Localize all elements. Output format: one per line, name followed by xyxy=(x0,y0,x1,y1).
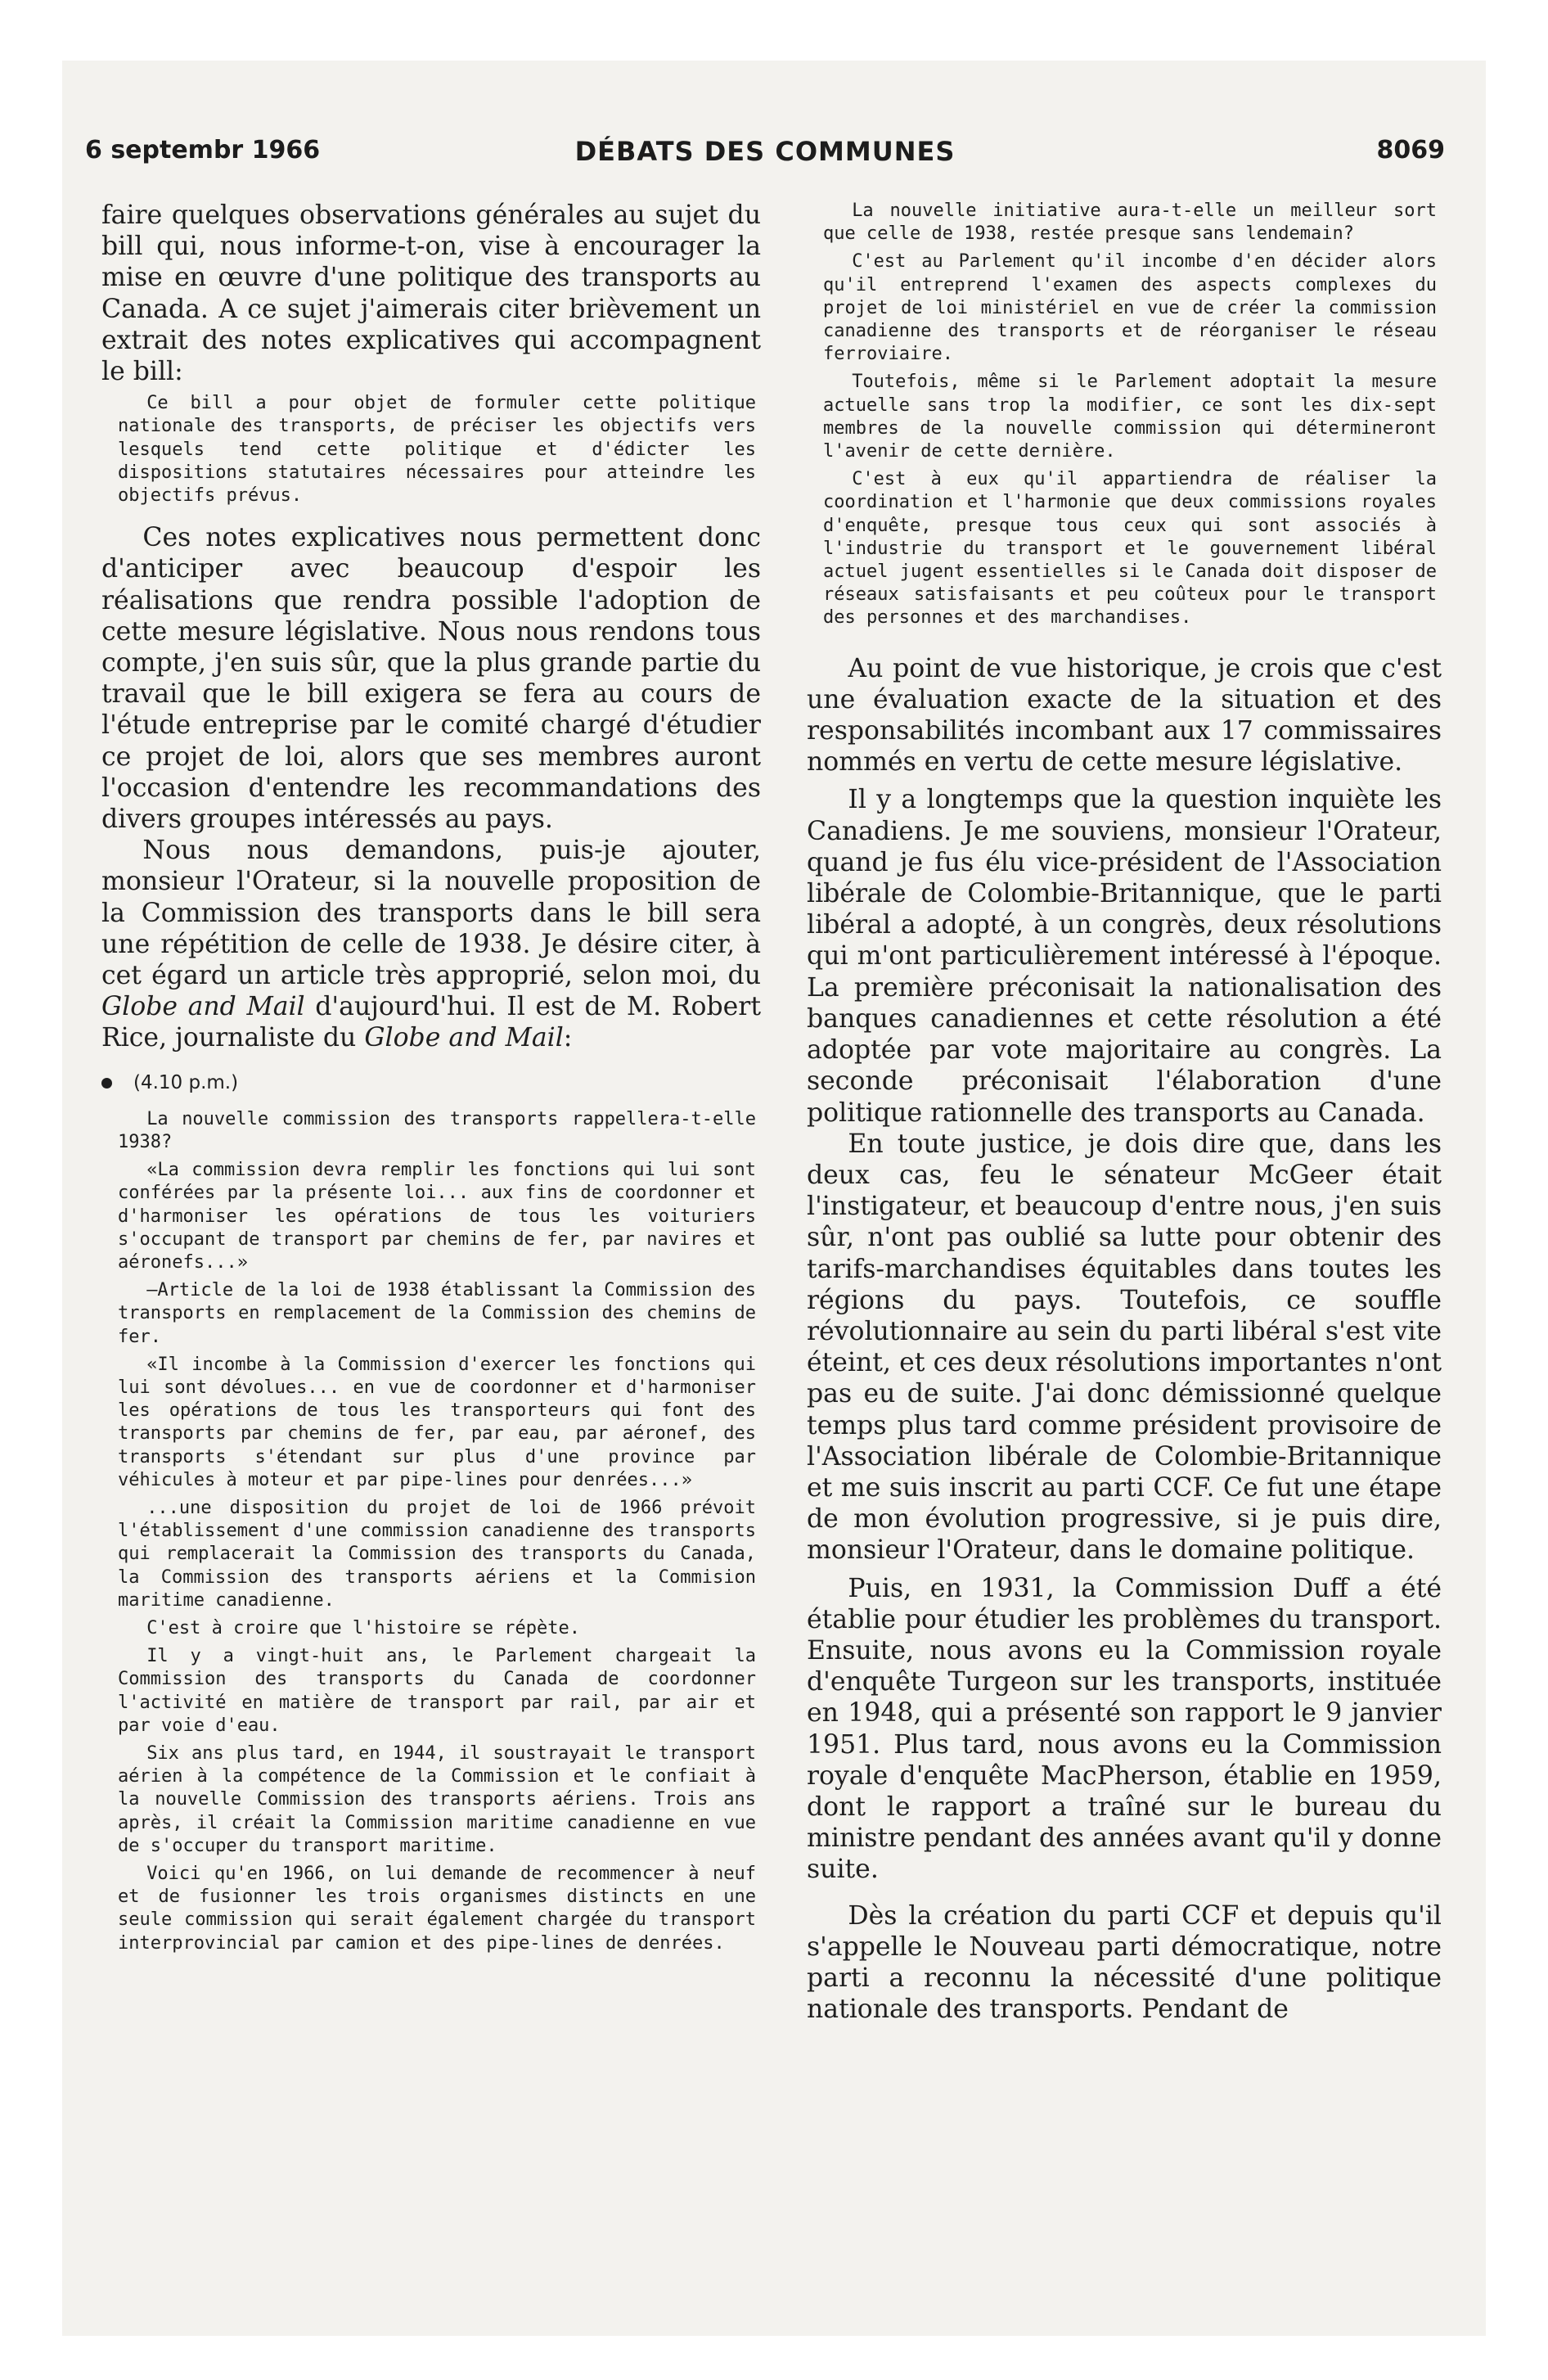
header-title: DÉBATS DES COMMUNES xyxy=(574,136,956,167)
quotation: Ce bill a pour objet de formuler cette politique nationale des transports, de préciser les objectifs vers lesquels tend cette politique et d'édicter les dispositions statutaires nécessaires pour atteindre les objectifs prévus. xyxy=(118,393,756,507)
left-column xyxy=(101,200,761,1960)
paragraph: faire quelques observations générales au sujet du bill qui, nous informe-t-on, vise à encourager la mise en œuvre d'une politique des transports au Canada. A ce sujet j'aimerais citer brièvement un extrait des notes explicatives qui accompagnent le bill: xyxy=(101,201,761,387)
header-date: 6 septembr 1966 xyxy=(85,136,321,165)
italic-run: Globe and Mail xyxy=(364,1023,564,1053)
paragraph: Dès la création du parti CCF et depuis qu'il s'appelle le Nouveau parti démocratique, notre parti a reconnu la nécessité d'une politique nationale des transports. Pendant de xyxy=(807,1900,1442,2025)
right-column xyxy=(807,200,1442,2025)
quotation: Il y a vingt-huit ans, le Parlement chargeait la Commission des transports du Canada de coordonner l'activité en matière de transport par rail, par air et par voie d'eau. xyxy=(118,1646,756,1736)
time-marker xyxy=(101,1072,761,1093)
quotation: La nouvelle commission des transports rappellera-t-elle 1938? xyxy=(118,1108,756,1152)
time-text: (4.10 p.m.) xyxy=(133,1071,239,1093)
text-run: : xyxy=(563,1023,573,1053)
quotation: Voici qu'en 1966, on lui demande de recommencer à neuf et de fusionner les trois organismes distincts en une seule commission qui serait également chargée du transport interprovincial par camion et des pipe-lines de denrées. xyxy=(118,1863,756,1954)
paragraph: En toute justice, je dois dire que, dans les deux cas, feu le sénateur McGeer était l'instigateur, et beaucoup d'entre nous, j'en suis sûr, n'ont pas oublié sa lutte pour obtenir des tarifs-marchandises équitables dans toutes les régions du pays. Toutefois, ce souffle révolutionnaire au sein du parti libéral s'est vite éteint, et ces deux résolutions importantes n'ont pas eu de suite. J'ai donc démissionné quelque temps plus tard comme président provisoire de l'Association libérale de Colombie-Britannique et me suis inscrit au parti CCF. Ce fut une étape de mon évolution progressive, si je puis dire, monsieur l'Orateur, dans le domaine politique. xyxy=(807,1129,1442,1566)
italic-run: Globe and Mail xyxy=(101,992,305,1022)
page-header xyxy=(85,136,1445,174)
quotation: C'est au Parlement qu'il incombe d'en décider alors qu'il entreprend l'examen des aspects complexes du projet de loi ministériel en vue de créer la commission canadienne des transports et de réorganiser le réseau ferroviaire. xyxy=(823,251,1437,365)
text-run: d'aujourd'hui. Il est de M. Robert Rice, journaliste du xyxy=(101,992,761,1053)
paragraph: Au point de vue historique, je crois que c'est une évaluation exacte de la situation et des responsabilités incombant aux 17 commissaires nommés en vertu de cette mesure législative. xyxy=(807,653,1442,778)
page-number: 8069 xyxy=(1376,136,1445,165)
paragraph: Ces notes explicatives nous permettent donc d'anticiper avec beaucoup d'espoir les réalisations que rendra possible l'adoption de cette mesure législative. Nous nous rendons tous compte, j'en suis sûr, que la plus grande partie du travail que le bill exigera se fera au cours de l'étude entreprise par le comité chargé d'étudier ce projet de loi, alors que ses membres auront l'occasion d'entendre les recommandations des divers groupes intéressés au pays. xyxy=(101,523,761,835)
text-run: Nous nous demandons, puis-je ajouter, monsieur l'Orateur, si la nouvelle proposition de la Commission des transports dans le bill sera une répétition de celle de 1938. Je désire citer, à cet égard un article très approprié, selon moi, du xyxy=(101,836,761,991)
quotation: C'est à croire que l'histoire se répète. xyxy=(146,1617,580,1639)
quotation: Six ans plus tard, en 1944, il soustrayait le transport aérien à la compétence de la Commission et le confiait à la nouvelle Commission des transports aériens. Trois ans après, il créait la Commission maritime canadienne en vue de s'occuper du transport maritime. xyxy=(118,1742,756,1856)
quotation: «La commission devra remplir les fonctions qui lui sont conférées par la présente loi... aux fins de coordonner et d'harmoniser les opérations de tous les voituriers s'occupant de transport par chemins de fer, par navires et aéronefs...» xyxy=(118,1160,756,1273)
paragraph: Puis, en 1931, la Commission Duff a été établie pour étudier les problèmes du transport. Ensuite, nous avons eu la Commission royale d'enquête Turgeon sur les transports, instituée en 1948, qui a présenté son rapport le 9 janvier 1951. Plus tard, nous avons eu la Commission royale d'enquête MacPherson, établie en 1959, dont le rapport a traîné sur le bureau du ministre pendant des années avant qu'il y donne suite. xyxy=(807,1573,1442,1885)
bullet-dot-icon xyxy=(101,1078,112,1089)
quotation: ...une disposition du projet de loi de 1966 prévoit l'établissement d'une commission canadienne des transports qui remplacerait la Commission des transports du Canada, la Commission des transports aériens et la Commision maritime canadienne. xyxy=(118,1497,756,1611)
quotation: La nouvelle initiative aura-t-elle un meilleur sort que celle de 1938, restée presque sans lendemain? xyxy=(823,201,1437,245)
paragraph: Il y a longtemps que la question inquiète les Canadiens. Je me souviens, monsieur l'Orateur, quand je fus élu vice-président de l'Association libérale de Colombie-Britannique, que le parti libéral a adopté, à un congrès, deux résolutions qui m'ont particulièrement intéressé à l'époque. La première préconisait la nationalisation des banques canadiennes et cette résolution a été adoptée par vote majoritaire au congrès. La seconde préconisait l'élaboration d'une politique rationnelle des transports au Canada. xyxy=(807,785,1442,1128)
quotation: —Article de la loi de 1938 établissant la Commission des transports en remplacement de la Commission des chemins de fer. xyxy=(118,1280,756,1347)
quotation: Toutefois, même si le Parlement adoptait la mesure actuelle sans trop la modifier, ce sont les dix-sept membres de la nouvelle commission qui détermineront l'avenir de cette dernière. xyxy=(823,372,1437,462)
quotation: «Il incombe à la Commission d'exercer les fonctions qui lui sont dévolues... en vue de coordonner et d'harmoniser les opérations de tous les transporteurs qui font des transports par chemins de fer, par eau, par aéronef, des transports s'étendant sur plus d'une province par véhicules à moteur et par pipe-lines pour denrées...» xyxy=(118,1354,756,1490)
paragraph xyxy=(101,835,761,1053)
quotation: C'est à eux qu'il appartiendra de réaliser la coordination et l'harmonie que deux commissions royales d'enquête, presque tous ceux qui sont associés à l'industrie du transport et le gouvernement libéral actuel jugent essentielles si le Canada doit disposer de réseaux satisfaisants et peu coûteux pour le transport des personnes et des marchandises. xyxy=(823,469,1437,629)
